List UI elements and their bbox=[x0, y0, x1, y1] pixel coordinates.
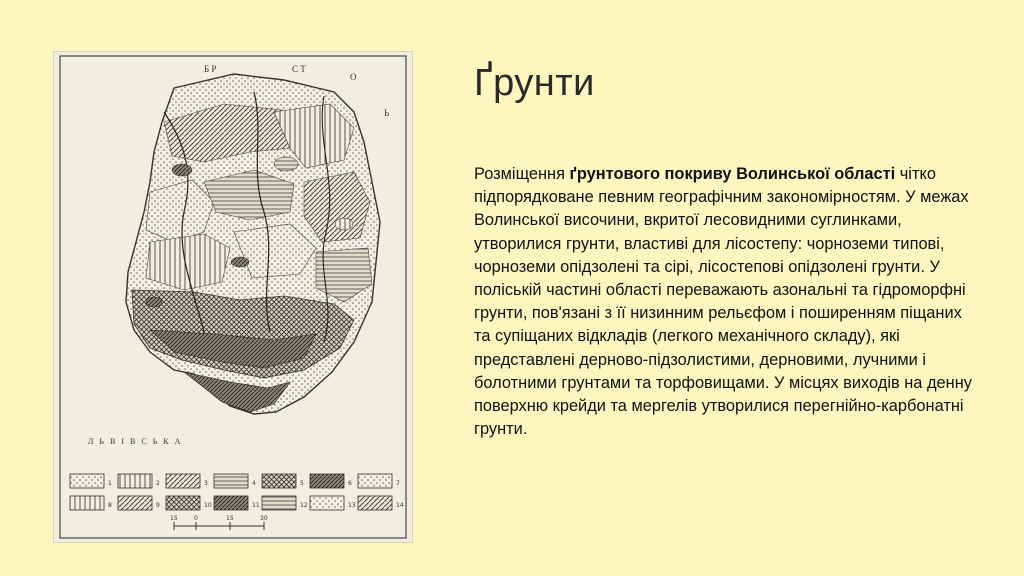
svg-text:12: 12 bbox=[300, 502, 308, 509]
svg-text:13: 13 bbox=[348, 502, 356, 509]
svg-text:8: 8 bbox=[108, 502, 112, 509]
paragraph-intro: Розміщення bbox=[474, 165, 570, 183]
map-label-2: С Т bbox=[292, 64, 306, 74]
map-label-5: Л Ь В І В С Ь К А bbox=[88, 437, 183, 446]
svg-text:3: 3 bbox=[204, 480, 208, 487]
svg-text:6: 6 bbox=[348, 480, 352, 487]
map-label-3: О bbox=[350, 72, 357, 82]
svg-text:10: 10 bbox=[204, 502, 212, 509]
paragraph-body: чітко підпорядковане певним географічним закономірностям. У межах Волинської височини, вкритої лесовидними суглинками, утворилися грунти, властиві для лісостепу: чорноземи типові, чорноземи опідзолені та сірі, лісостепові опідзолені грунти. У поліській частині області переважають азональні та гідроморфні грунти, пов'язані з її низинним рельєфом і поширенням піщаних та супіщаних відкладів (легкого механічного складу), які представлені дерново-підзолистими, дерновими, лучними і болотними грунтами та торфовищами. У місцях виходів на денну поверхню крейди та мергелів утворилися перегнійно-карбонатні грунти. bbox=[474, 165, 972, 439]
svg-text:2: 2 bbox=[156, 480, 160, 487]
soil-map-image bbox=[54, 52, 412, 542]
svg-text:1: 1 bbox=[108, 480, 112, 487]
slide-title: Ґрунти bbox=[474, 62, 595, 104]
svg-text:7: 7 bbox=[396, 480, 400, 487]
svg-text:15: 15 bbox=[170, 515, 178, 522]
svg-text:4: 4 bbox=[252, 480, 256, 487]
map-label-1: Б Р bbox=[204, 64, 217, 74]
svg-text:9: 9 bbox=[156, 502, 160, 509]
map-label-4: Ь bbox=[384, 108, 390, 118]
slide-paragraph bbox=[474, 163, 974, 441]
svg-text:15: 15 bbox=[226, 515, 234, 522]
paragraph-bold-phrase: ґрунтового покриву Волинської області bbox=[569, 165, 896, 183]
svg-text:14: 14 bbox=[396, 502, 404, 509]
svg-text:5: 5 bbox=[300, 480, 304, 487]
svg-text:0: 0 bbox=[194, 515, 198, 522]
svg-text:11: 11 bbox=[252, 502, 260, 509]
svg-text:30: 30 bbox=[260, 515, 268, 522]
